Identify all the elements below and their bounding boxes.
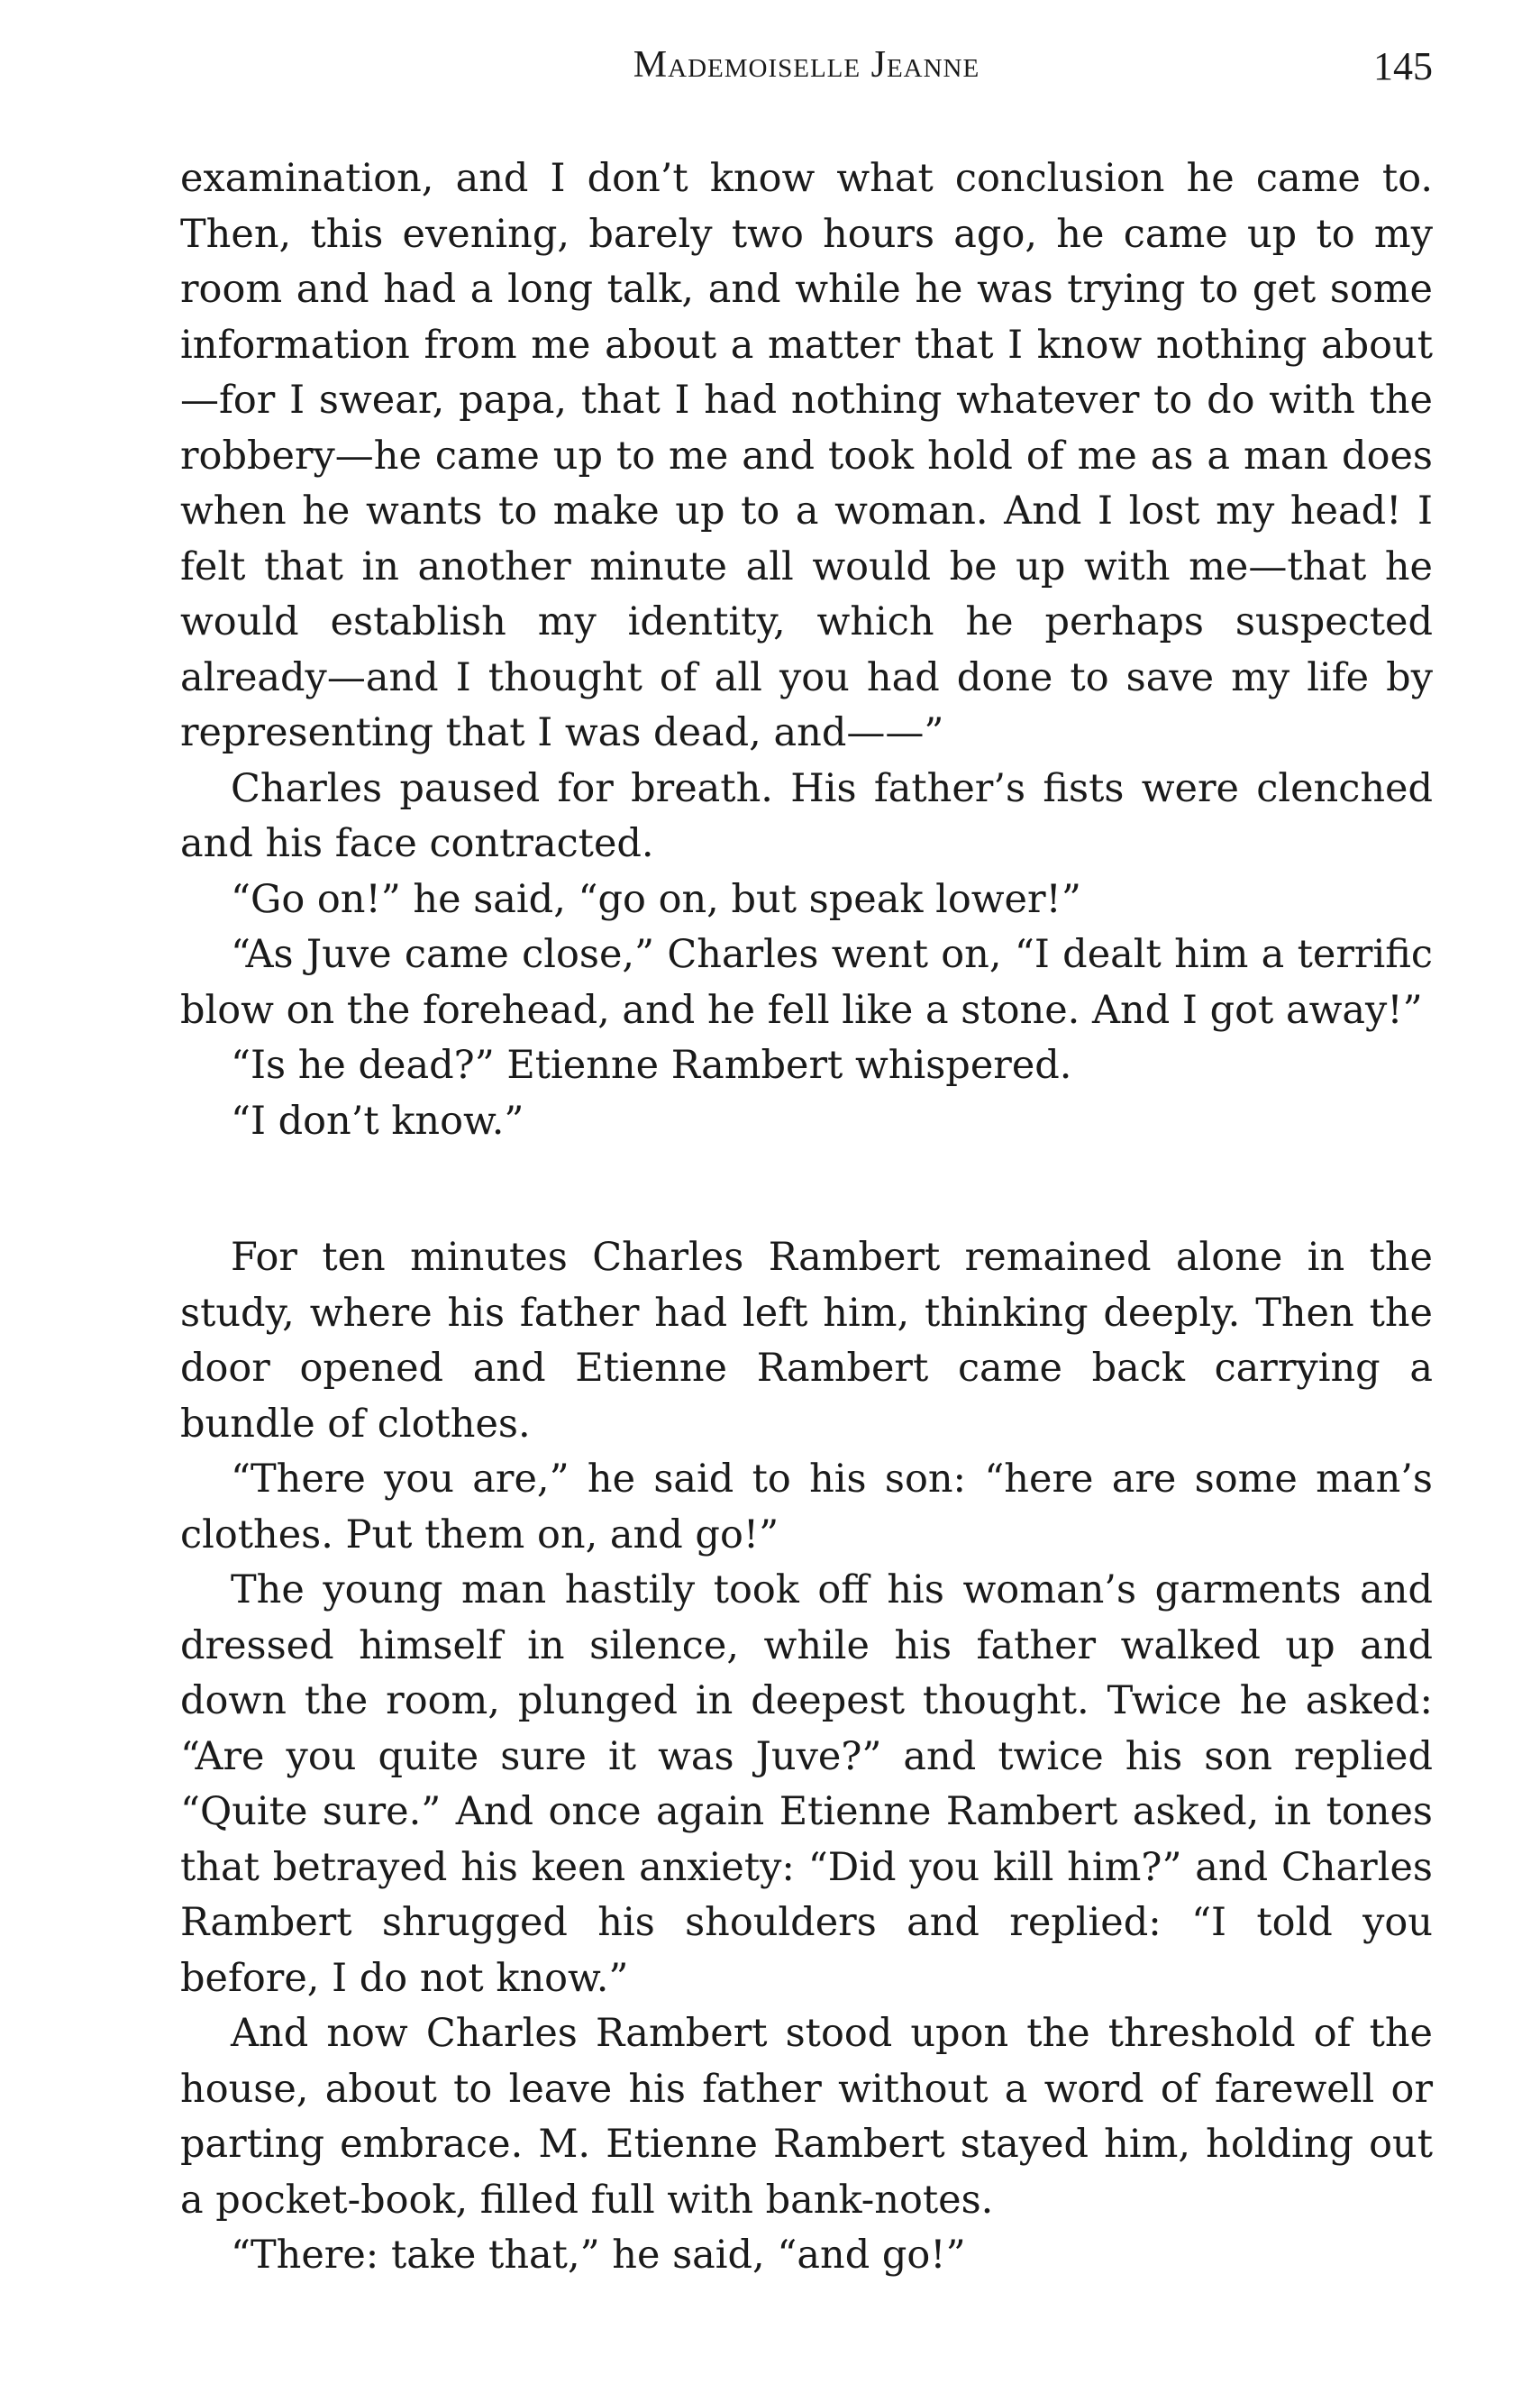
paragraph: “As Juve came close,” Charles went on, “I dealt him a terrific blow on the forehead, and he fell like a stone. And I got away!” bbox=[180, 932, 1433, 1033]
paragraph: The young man hastily took off his woman’s garments and dressed himself in silence, while his father walked up and down the room, plunged in deepest thought. Twice he asked: “Are you quite sure it was Juve?” and twice his son replied “Quite sure.” And once again Etienne Rambert asked, in tones that betrayed his keen anxiety: “Did you kill him?” and Charles Rambert shrugged his shoulders and replied: “I told you before, I do not know.” bbox=[180, 1567, 1433, 2001]
paragraph: For ten minutes Charles Rambert remained alone in the study, where his father had left him, thinking deeply. Then the door opened and Etienne Rambert came back carrying a bundle of clothes. bbox=[180, 1235, 1433, 1447]
running-title: Mademoiselle Jeanne bbox=[633, 44, 980, 86]
paragraph: “I don’t know.” bbox=[231, 1098, 524, 1144]
paragraph: “Is he dead?” Etienne Rambert whispered. bbox=[231, 1043, 1072, 1088]
paragraph: “There you are,” he said to his son: “here are some man’s clothes. Put them on, and go!” bbox=[180, 1457, 1433, 1557]
paragraph: “There: take that,” he said, “and go!” bbox=[231, 2233, 966, 2278]
page-number: 145 bbox=[1373, 44, 1433, 88]
section-break bbox=[180, 1149, 1433, 1230]
paragraph: And now Charles Rambert stood upon the threshold of the house, about to leave his father without a word of farewell or parting embrace. M. Etienne Rambert stayed him, holding out a pocket-book, filled full with bank-notes. bbox=[180, 2011, 1433, 2223]
paragraph: Charles paused for breath. His father’s fists were clenched and his face contracted. bbox=[180, 765, 1433, 866]
paragraph: examination, and I don’t know what conclusion he came to. Then, this evening, barely two hours ago, he came up to my room and had a long talk, and while he was trying to get some information from me about a matter that I know nothing about—for I swear, papa, that I had nothing whatever to do with the robbery—he came up to me and took hold of me as a man does when he wants to make up to a woman. And I lost my head! I felt that in another minute all would be up with me—that he would establish my identity, which he perhaps suspected already—and I thought of all you had done to save my life by representing that I was dead, and——” bbox=[180, 156, 1433, 755]
paragraph: “Go on!” he said, “go on, but speak lower!” bbox=[231, 876, 1081, 922]
page-header bbox=[180, 43, 1433, 97]
page-body bbox=[180, 151, 1433, 2284]
